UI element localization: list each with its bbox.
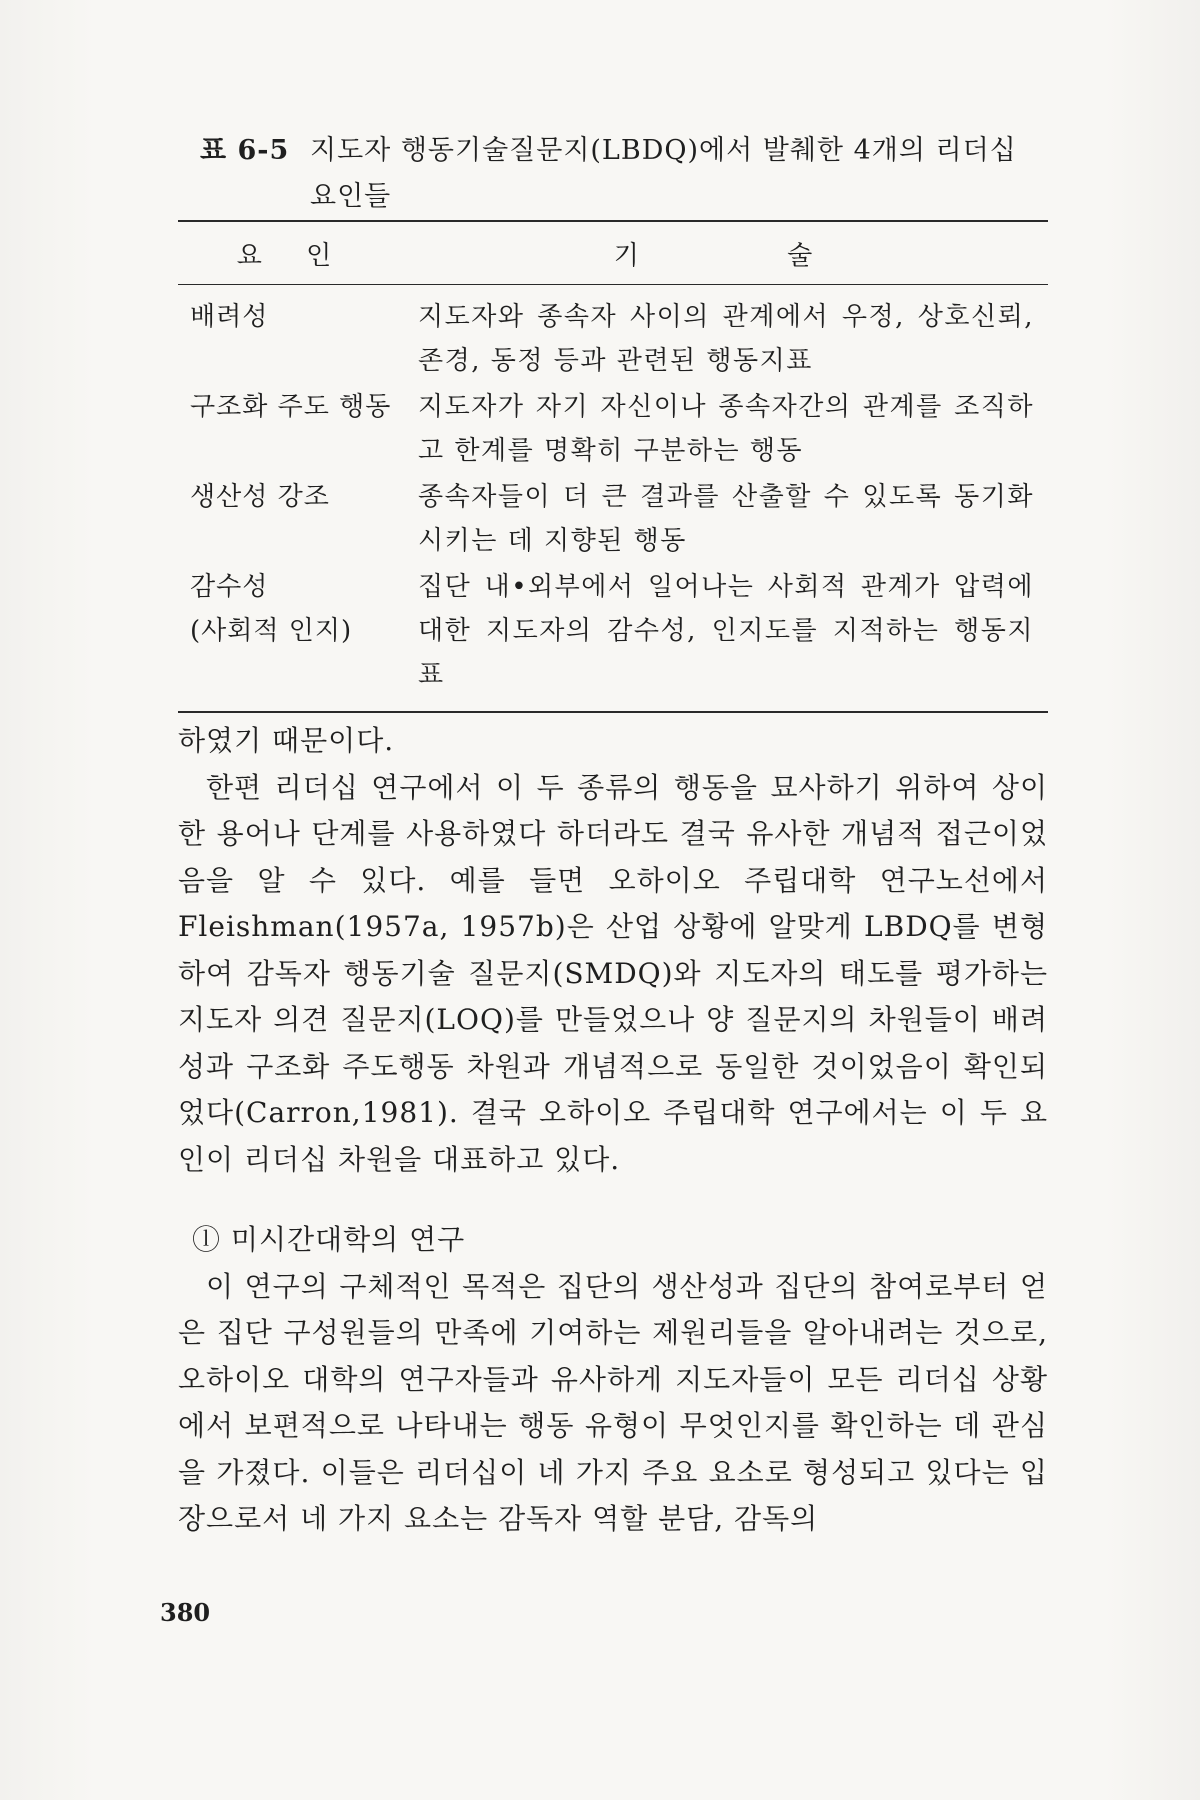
paragraph-continuation: 하였기 때문이다. — [178, 724, 395, 757]
table-body — [178, 285, 1048, 711]
table-caption-label: 표 6-5 — [200, 135, 290, 166]
table-cell-factor: 감수성 (사회적 인지) — [190, 572, 353, 646]
table-header-factor: 요 인 — [236, 240, 350, 271]
body-text — [178, 718, 1048, 1543]
table-caption-text: 지도자 행동기술질문지(LBDQ)에서 발췌한 4개의 리더십 요인들 — [310, 135, 1017, 212]
table-cell-description: 종속자들이 더 큰 결과를 산출할 수 있도록 동기화시키는 데 지향된 행동 — [418, 482, 1034, 556]
table-row — [178, 385, 1048, 473]
table-cell-description: 집단 내•외부에서 일어나는 사회적 관계가 압력에 대한 지도자의 감수성, 인지도를 지적하는 행동지표 — [418, 572, 1034, 690]
table-row — [178, 295, 1048, 383]
table-row — [178, 565, 1048, 697]
table-cell-description: 지도자와 종속자 사이의 관계에서 우정, 상호신뢰, 존경, 동정 등과 관련된 행동지표 — [418, 302, 1034, 376]
paragraph-ohio-study: 한편 리더십 연구에서 이 두 종류의 행동을 묘사하기 위하여 상이한 용어나 단계를 사용하였다 하더라도 결국 유사한 개념적 접근이었음을 알 수 있다. 예를 들면 오하이오 주립대학 연구노선에서 Fleishman(1957a, 1957b)은 산업 상황에 알맞게 LBDQ를 변형하여 감독자 행동기술 질문지(SMDQ)와 지도자의 태도를 평가하는 지도자 의견 질문지(LOQ)를 만들었으나 양 질문지의 차원들이 배려성과 구조화 주도행동 차원과 개념적으로 동일한 것이었음이 확인되었다(Carron,1981). 결국 오하이오 주립대학 연구에서는 이 두 요인이 리더십 차원을 대표하고 있다. — [178, 770, 1048, 1176]
table-cell-factor: 생산성 강조 — [190, 482, 330, 512]
table-caption — [200, 128, 1040, 220]
table-row — [178, 475, 1048, 563]
section-heading-michigan: ⓛ 미시간대학의 연구 — [192, 1223, 466, 1256]
table-cell-factor: 배려성 — [190, 302, 269, 332]
paragraph-michigan-study: 이 연구의 구체적인 목적은 집단의 생산성과 집단의 참여로부터 얻은 집단 구성원들의 만족에 기여하는 제원리들을 알아내려는 것으로, 오하이오 대학의 연구자들과 유사하게 지도자들이 모든 리더십 상황에서 보편적으로 나타내는 행동 유형이 무엇인지를 확인하는 데 관심을 가졌다. 이들은 리더십이 네 가지 주요 요소로 형성되고 있다는 입장으로서 네 가지 요소는 감독자 역할 분담, 감독의 — [178, 1269, 1048, 1535]
table-cell-factor: 구조화 주도 행동 — [190, 392, 392, 422]
table-header-description: 기 술 — [613, 240, 883, 271]
table-cell-description: 지도자가 자기 자신이나 종속자간의 관계를 조직하고 한계를 명확히 구분하는 행동 — [418, 392, 1034, 466]
leadership-factors-table — [178, 220, 1048, 713]
table-header-row — [178, 222, 1048, 285]
page-number: 380 — [160, 1598, 211, 1627]
